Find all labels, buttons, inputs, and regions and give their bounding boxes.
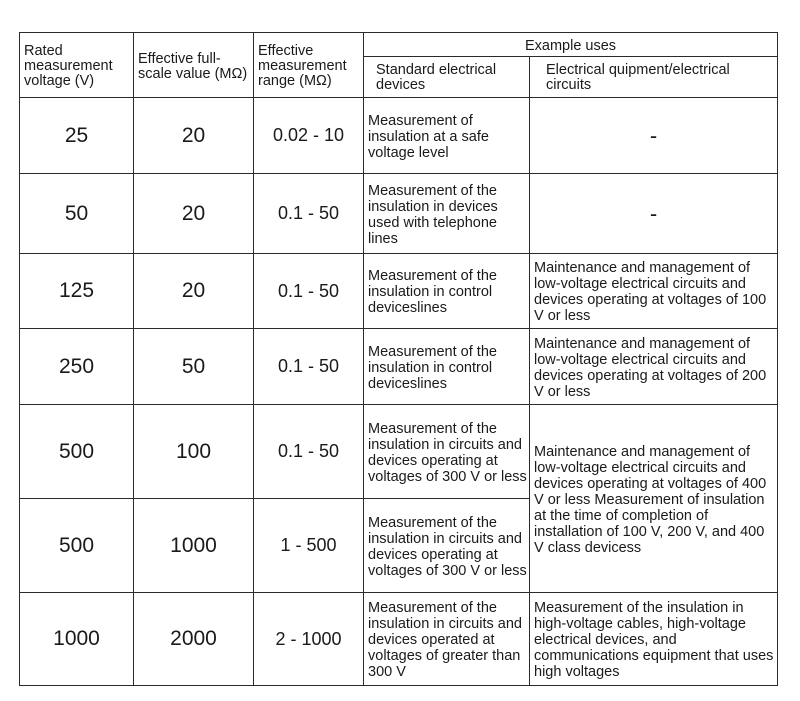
cell-full-scale: 20 — [134, 254, 254, 329]
cell-voltage: 25 — [20, 98, 134, 174]
cell-voltage: 500 — [20, 499, 134, 593]
cell-full-scale: 50 — [134, 329, 254, 405]
header-full-scale: Effective full-scale value (MΩ) — [134, 33, 254, 98]
header-effective-range: Effective measurement range (MΩ) — [254, 33, 364, 98]
cell-standard-use: Measurement of the insulation in circuits and devices operating at voltages of 300 V or less — [364, 405, 530, 499]
header-electrical-equipment: Electrical quipment/electrical circuits — [530, 57, 778, 98]
cell-voltage: 500 — [20, 405, 134, 499]
header-rated-voltage: Rated measurement voltage (V) — [20, 33, 134, 98]
table-row — [20, 329, 778, 405]
cell-full-scale: 2000 — [134, 593, 254, 686]
cell-voltage: 50 — [20, 174, 134, 254]
table-row — [20, 405, 778, 499]
header-example-uses: Example uses — [364, 33, 778, 57]
cell-full-scale: 20 — [134, 174, 254, 254]
table-row — [20, 174, 778, 254]
cell-range: 2 - 1000 — [254, 593, 364, 686]
cell-standard-use: Measurement of the insulation in control deviceslines — [364, 254, 530, 329]
cell-standard-use: Measurement of the insulation in devices used with telephone lines — [364, 174, 530, 254]
cell-voltage: 1000 — [20, 593, 134, 686]
table-row — [20, 254, 778, 329]
cell-range: 0.02 - 10 — [254, 98, 364, 174]
cell-range: 1 - 500 — [254, 499, 364, 593]
cell-equipment-use: - — [530, 98, 778, 174]
header-standard-devices: Standard electrical devices — [364, 57, 530, 98]
cell-equipment-use: Maintenance and management of low-voltage electrical circuits and devices operating at voltages of 100 V or less — [530, 254, 778, 329]
cell-equipment-use: Measurement of the insulation in high-voltage cables, high-voltage electrical devices, and communications equipment that uses high voltages — [530, 593, 778, 686]
cell-range: 0.1 - 50 — [254, 254, 364, 329]
table-row — [20, 98, 778, 174]
cell-voltage: 125 — [20, 254, 134, 329]
cell-equipment-use: Maintenance and management of low-voltage electrical circuits and devices operating at voltages of 400 V or less Measurement of insulation at the time of completion of installation of 100 V, 200 V, and 400 V class devicess — [530, 405, 778, 593]
table-row — [20, 593, 778, 686]
insulation-spec-table — [19, 32, 778, 686]
header-row-top — [20, 33, 778, 57]
cell-standard-use: Measurement of the insulation in control deviceslines — [364, 329, 530, 405]
cell-range: 0.1 - 50 — [254, 329, 364, 405]
cell-standard-use: Measurement of insulation at a safe voltage level — [364, 98, 530, 174]
cell-standard-use: Measurement of the insulation in circuits and devices operating at voltages of 300 V or less — [364, 499, 530, 593]
cell-range: 0.1 - 50 — [254, 174, 364, 254]
cell-voltage: 250 — [20, 329, 134, 405]
cell-full-scale: 1000 — [134, 499, 254, 593]
cell-equipment-use: - — [530, 174, 778, 254]
cell-equipment-use: Maintenance and management of low-voltage electrical circuits and devices operating at voltages of 200 V or less — [530, 329, 778, 405]
cell-range: 0.1 - 50 — [254, 405, 364, 499]
cell-standard-use: Measurement of the insulation in circuits and devices operated at voltages of greater than 300 V — [364, 593, 530, 686]
cell-full-scale: 100 — [134, 405, 254, 499]
cell-full-scale: 20 — [134, 98, 254, 174]
